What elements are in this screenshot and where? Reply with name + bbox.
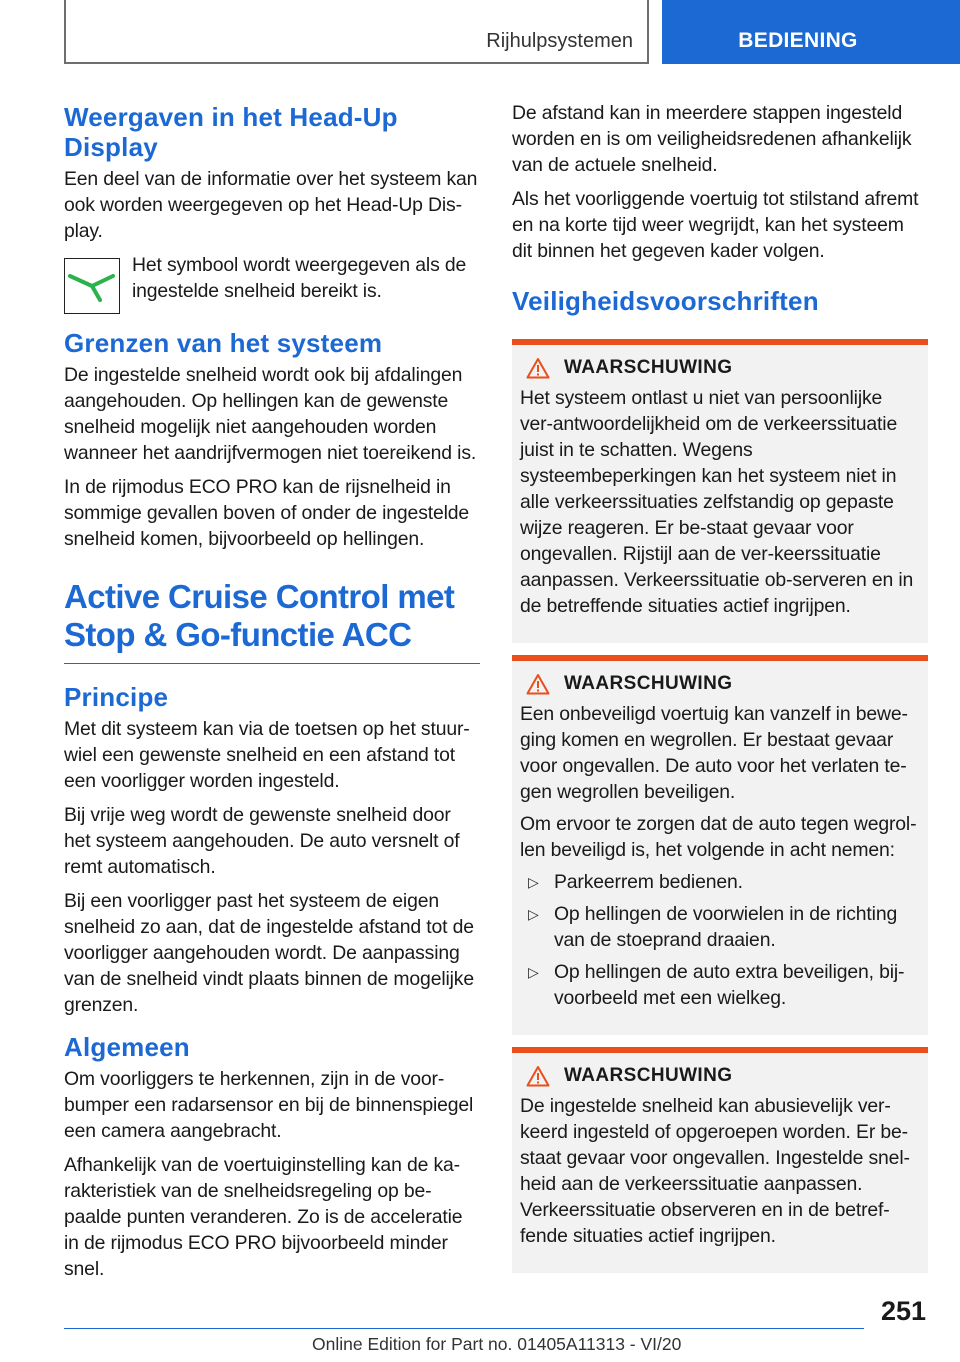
header-section-title: Rijhulpsystemen <box>486 30 633 52</box>
paragraph-limits-1: De ingestelde snelheid wordt ook bij afdalingen aangehouden. Op hellingen kan de gewenste snelheid mogelijk niet aangehouden worden wanneer het aandrijfvermogen niet toereikend is. <box>64 364 477 464</box>
list-item <box>520 869 920 895</box>
heading-principle: Principe <box>64 682 169 712</box>
paragraph-general-1: Om voorliggers te herkennen, zijn in de voor-bumper een radarsensor en bij de binnenspiegel een camera aangebracht. <box>64 1068 474 1142</box>
footer-edition: Online Edition for Part no. 01405A11313 - VI/20 <box>312 1334 682 1354</box>
header-chapter-label: BEDIENING <box>738 29 858 52</box>
bullet-triangle-icon: ▷ <box>528 874 539 890</box>
warning-text: Een onbeveiligd voertuig kan vanzelf in bewe-ging komen en wegrollen. Er bestaat gevaar voor ongevallen. De auto voor het verlaten te-gen wegrollen beveiligen. <box>520 703 908 803</box>
warning-triangle-icon <box>526 357 550 379</box>
warning-header <box>520 1065 920 1087</box>
page-number: 251 <box>880 1296 926 1326</box>
warning-box-2 <box>512 655 928 1035</box>
bullet-triangle-icon: ▷ <box>528 964 539 980</box>
paragraph-principle-2: Bij vrije weg wordt de gewenste snelheid door het systeem aangehouden. De auto versnelt of remt automatisch. <box>64 804 460 878</box>
footer-rule <box>64 1328 864 1329</box>
paragraph-distance: De afstand kan in meerdere stappen ingesteld worden en is om veiligheidsredenen afhankelijk van de actuele snelheid. <box>512 102 912 176</box>
heading-head-up-display: Weergaven in het Head-Up Display <box>64 102 398 162</box>
warning-box-1 <box>512 339 928 643</box>
heading-general: Algemeen <box>64 1032 190 1062</box>
list-item-text: Op hellingen de auto extra beveiligen, bij-voorbeeld met een wielkeg. <box>554 961 905 1009</box>
paragraph-principle-1: Met dit systeem kan via de toetsen op het stuur-wiel een gewenste snelheid en een afstand tot een voorligger worden ingesteld. <box>64 718 470 792</box>
paragraph-stop-go: Als het voorliggende voertuig tot stilstand afremt en na korte tijd weer wegrijdt, kan het systeem dit binnen het gegeven kader volgen. <box>512 188 919 262</box>
list-item-text: Op hellingen de voorwielen in de richting van de stoeprand draaien. <box>554 903 898 951</box>
header-frame <box>64 0 649 64</box>
paragraph-principle-3: Bij een voorligger past het systeem de eigen snelheid zo aan, dat de ingestelde afstand tot de voorligger aangehouden wordt. De aanpassing van de snelheid vindt plaats binnen de mogelijke grenzen. <box>64 890 474 1016</box>
heading-system-limits: Grenzen van het systeem <box>64 328 383 358</box>
right-column <box>512 100 928 1285</box>
warning-text: Om ervoor te zorgen dat de auto tegen wegrol-len beveiligd is, het volgende in acht nemen: <box>520 813 917 861</box>
heading-acc: Active Cruise Control met Stop & Go-functie ACC <box>64 578 480 664</box>
warning-title: WAARSCHUWING <box>564 673 733 694</box>
warning-header <box>520 673 920 695</box>
warning-triangle-icon <box>526 673 550 695</box>
list-item <box>520 959 920 1011</box>
list-item-text: Parkeerrem bedienen. <box>554 871 743 893</box>
warning-bullet-list <box>520 869 920 1011</box>
warning-box-3 <box>512 1047 928 1273</box>
paragraph-head-up-display: Een deel van de informatie over het systeem kan ook worden weergegeven op het Head-Up Dis-play. <box>64 168 478 242</box>
symbol-description: Het symbool wordt weergegeven als de ingestelde snelheid bereikt is. <box>132 254 467 302</box>
warning-text: De ingestelde snelheid kan abusievelijk ver-keerd ingesteld of opgeroepen worden. Er be-staat gevaar voor ongevallen. Ingestelde snel-heid aan de verkeerssituatie aanpassen. Verkeerssituatie observeren en in de betref-fende situaties actief ingrijpen. <box>520 1095 910 1247</box>
paragraph-general-2: Afhankelijk van de voertuiginstelling kan de ka-rakteristiek van de snelheidsregeling op be-paalde punten veranderen. Zo is de acceleratie in de rijmodus ECO PRO bijvoorbeeld minder snel. <box>64 1154 463 1280</box>
heading-safety: Veiligheidsvoorschriften <box>512 286 819 316</box>
list-item <box>520 901 920 953</box>
header-chapter-tab[interactable] <box>662 0 960 64</box>
bullet-triangle-icon: ▷ <box>528 906 539 922</box>
warning-header <box>520 357 920 379</box>
warning-title: WAARSCHUWING <box>564 1065 733 1086</box>
warning-triangle-icon <box>526 1065 550 1087</box>
symbol-row <box>64 252 480 314</box>
warning-title: WAARSCHUWING <box>564 357 733 378</box>
warning-text: Het systeem ontlast u niet van persoonlijke ver-antwoordelijkheid om de verkeerssituatie juist in te schatten. Wegens systeembeperkingen kan het systeem niet in alle verkeerssituaties zelfstandig op gepaste wijze reageren. Er be-staat gevaar voor ongevallen. Rijstijl aan de ver-keerssituatie aanpassen. Verkeerssituatie ob-serveren en in de betreffende situaties actief ingrijpen. <box>520 387 914 617</box>
paragraph-limits-2: In de rijmodus ECO PRO kan de rijsnelheid in sommige gevallen boven of onder de ingestelde snelheid komen, bijvoorbeeld op hellingen. <box>64 476 470 550</box>
left-column <box>64 100 480 1290</box>
speed-reached-icon <box>64 258 120 314</box>
